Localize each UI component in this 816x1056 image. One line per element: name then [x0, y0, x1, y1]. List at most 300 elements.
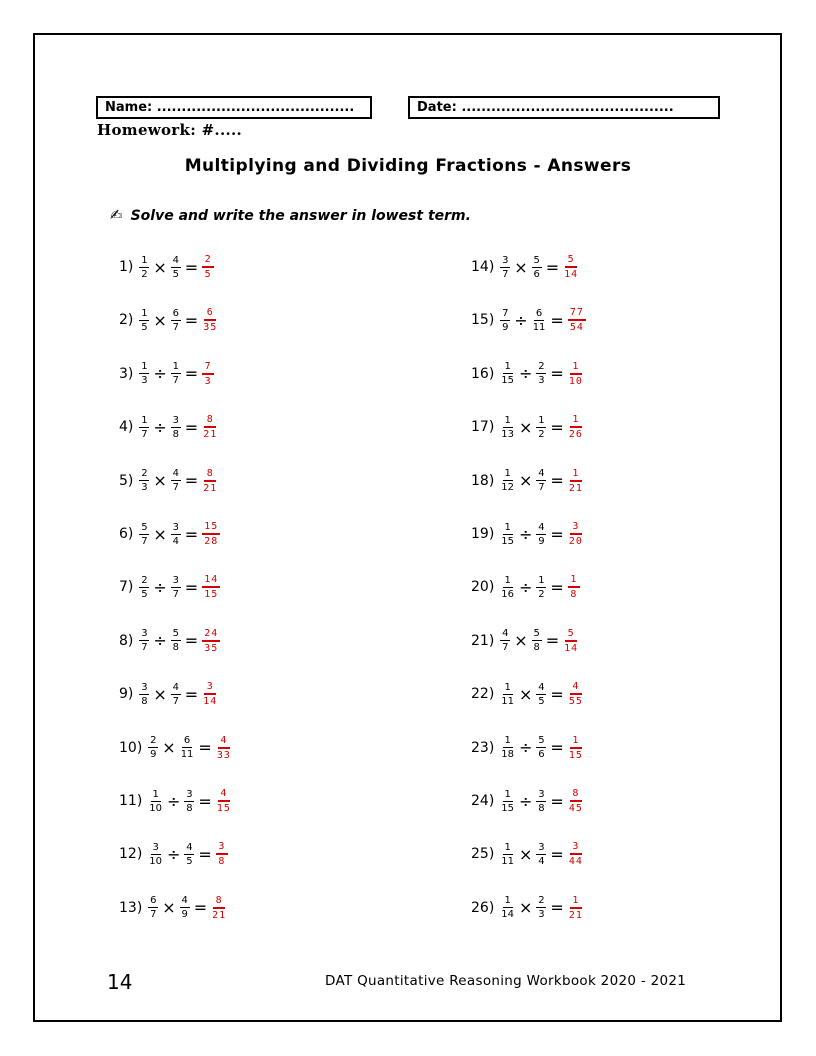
numerator: 3	[538, 841, 545, 853]
problem-number: 22)	[471, 686, 495, 703]
denominator: 7	[172, 321, 179, 333]
numerator: 3	[204, 681, 216, 695]
fraction	[536, 842, 546, 867]
equals-sign: =	[550, 844, 564, 864]
numerator: 3	[152, 841, 159, 853]
numerator: 1	[504, 361, 511, 373]
operator: ×	[153, 524, 167, 544]
problem-number: 10)	[119, 739, 143, 756]
denominator: 11	[180, 749, 194, 761]
fraction	[500, 789, 515, 814]
denominator: 6	[533, 268, 540, 280]
fraction	[536, 575, 546, 600]
numerator: 1	[570, 735, 582, 749]
operator: ÷	[519, 738, 533, 758]
denominator: 20	[568, 536, 583, 547]
numerator: 3	[186, 788, 193, 800]
answer-fraction	[211, 895, 227, 921]
answer-fraction	[563, 628, 579, 654]
denominator: 8	[538, 802, 545, 814]
answer-fraction	[568, 681, 584, 707]
numerator: 3	[172, 574, 179, 586]
denominator: 15	[204, 589, 219, 601]
fraction	[148, 842, 163, 867]
numerator: 8	[570, 788, 582, 802]
fraction	[139, 682, 149, 707]
operator: ×	[519, 417, 533, 437]
answer-fraction	[202, 681, 218, 707]
problem-item	[471, 624, 581, 658]
problem-number: 19)	[471, 526, 495, 542]
problem-number: 15)	[471, 312, 495, 329]
equals-sign: =	[184, 471, 199, 491]
fraction	[536, 789, 546, 814]
denominator: 3	[141, 375, 148, 387]
problem-number: 1)	[119, 259, 134, 275]
denominator: 7	[141, 642, 148, 654]
numerator: 3	[141, 681, 148, 693]
numerator: 1	[570, 414, 582, 428]
denominator: 10	[149, 855, 163, 867]
fraction	[500, 628, 510, 653]
fraction	[148, 735, 158, 760]
numerator: 14	[202, 574, 220, 588]
answer-fraction	[202, 307, 218, 333]
numerator: 1	[570, 895, 582, 909]
answer-fraction	[568, 307, 586, 333]
answer-fraction	[568, 574, 580, 600]
fraction	[184, 842, 194, 867]
problem-number: 7)	[119, 579, 134, 596]
fraction	[500, 468, 515, 493]
numerator: 4	[570, 681, 582, 695]
numerator: 1	[504, 735, 511, 747]
denominator: 7	[502, 268, 509, 280]
denominator: 9	[502, 321, 509, 333]
denominator: 2	[538, 588, 545, 600]
denominator: 11	[532, 321, 546, 333]
denominator: 2	[538, 428, 545, 440]
fraction	[500, 895, 515, 920]
fraction	[171, 415, 181, 440]
equals-sign: =	[550, 364, 564, 384]
numerator: 2	[538, 361, 545, 373]
operator: ×	[153, 684, 167, 704]
denominator: 28	[204, 536, 219, 547]
equals-sign: =	[550, 791, 564, 811]
numerator: 4	[172, 468, 179, 480]
denominator: 55	[568, 696, 583, 708]
numerator: 1	[504, 414, 511, 426]
problem-item	[119, 464, 220, 498]
equals-sign: =	[193, 898, 208, 918]
numerator: 4	[538, 681, 545, 693]
denominator: 21	[212, 909, 227, 921]
denominator: 6	[538, 749, 545, 761]
operator: ×	[519, 898, 533, 918]
problem-number: 2)	[119, 312, 134, 329]
fraction	[171, 255, 181, 280]
numerator: 4	[502, 628, 509, 640]
operator: ×	[519, 844, 533, 864]
numerator: 1	[152, 788, 159, 800]
problem-number: 20)	[471, 579, 495, 596]
equals-sign: =	[198, 791, 212, 811]
denominator: 15	[568, 749, 583, 761]
problem-number: 11)	[119, 793, 143, 809]
equals-sign: =	[184, 257, 199, 277]
operator: ÷	[167, 791, 181, 811]
fraction	[532, 308, 547, 333]
denominator: 7	[172, 588, 179, 600]
denominator: 7	[538, 482, 545, 494]
answer-fraction	[202, 361, 214, 387]
denominator: 26	[568, 429, 583, 441]
denominator: 4	[538, 855, 545, 867]
denominator: 7	[172, 695, 179, 707]
fraction	[148, 895, 158, 920]
problem-item	[471, 891, 586, 925]
equals-sign: =	[198, 738, 212, 758]
answer-fraction	[202, 468, 218, 494]
fraction	[536, 735, 546, 760]
numerator: 77	[568, 307, 586, 321]
answer-fraction	[202, 521, 220, 547]
denominator: 9	[181, 909, 188, 921]
numerator: 1	[568, 574, 580, 588]
numerator: 3	[216, 841, 228, 855]
problem-item	[471, 784, 586, 818]
fraction	[536, 415, 546, 440]
numerator: 7	[502, 307, 509, 319]
denominator: 7	[141, 535, 148, 547]
denominator: 14	[203, 696, 218, 708]
fraction	[139, 308, 149, 333]
equals-sign: =	[184, 684, 199, 704]
numerator: 1	[504, 468, 511, 480]
denominator: 21	[568, 482, 583, 494]
answer-fraction	[568, 735, 584, 761]
fraction	[536, 895, 546, 920]
denominator: 5	[141, 588, 148, 600]
fraction	[500, 575, 515, 600]
instruction	[110, 206, 471, 224]
fraction	[536, 468, 546, 493]
denominator: 12	[501, 482, 515, 494]
numerator: 3	[141, 628, 148, 640]
book-title: DAT Quantitative Reasoning Workbook 2020 - 2021	[325, 973, 687, 989]
numerator: 5	[565, 628, 577, 642]
problem-number: 8)	[119, 632, 134, 649]
operator: ×	[519, 471, 533, 491]
problem-item	[119, 837, 230, 871]
equals-sign: =	[545, 257, 560, 277]
denominator: 21	[203, 429, 218, 441]
problem-item	[119, 570, 222, 604]
denominator: 14	[501, 909, 515, 921]
operator: ÷	[519, 577, 533, 597]
denominator: 8	[570, 589, 578, 601]
denominator: 18	[501, 749, 515, 761]
operator: ×	[153, 471, 167, 491]
answer-fraction	[216, 788, 232, 814]
denominator: 7	[150, 909, 157, 921]
date-label: Date: ...........................................	[417, 100, 674, 115]
operator: ×	[514, 631, 528, 651]
denominator: 8	[186, 802, 193, 814]
numerator: 1	[538, 414, 545, 426]
equals-sign: =	[550, 524, 564, 544]
numerator: 3	[538, 788, 545, 800]
fraction	[139, 361, 149, 386]
problem-item	[119, 677, 220, 711]
numerator: 2	[150, 735, 157, 747]
problem-item	[471, 464, 586, 498]
fraction	[171, 522, 181, 547]
name-label: Name: ........................................	[105, 100, 355, 115]
answer-fraction	[202, 628, 220, 654]
numerator: 1	[141, 254, 148, 266]
fraction	[532, 628, 542, 653]
problem-item	[119, 891, 229, 925]
problem-number: 9)	[119, 686, 134, 703]
denominator: 8	[533, 642, 540, 654]
numerator: 1	[570, 361, 582, 375]
numerator: 5	[172, 628, 179, 640]
numerator: 1	[141, 361, 148, 373]
homework-label: Homework: #.....	[97, 121, 243, 139]
numerator: 5	[538, 735, 545, 747]
denominator: 8	[172, 642, 179, 654]
fraction	[536, 522, 546, 547]
denominator: 3	[538, 909, 545, 921]
equals-sign: =	[550, 471, 564, 491]
denominator: 10	[568, 375, 583, 387]
problem-number: 12)	[119, 846, 143, 863]
operator: ÷	[153, 364, 167, 384]
fraction	[139, 575, 149, 600]
denominator: 3	[204, 375, 212, 387]
equals-sign: =	[550, 577, 564, 597]
numerator: 2	[141, 468, 148, 480]
operator: ×	[162, 898, 176, 918]
problem-item	[119, 250, 216, 284]
fraction	[139, 628, 149, 653]
numerator: 8	[204, 468, 216, 482]
name-field[interactable]	[96, 96, 372, 119]
denominator: 3	[538, 375, 545, 387]
denominator: 9	[150, 749, 157, 761]
denominator: 9	[538, 535, 545, 547]
equals-sign: =	[198, 844, 212, 864]
fraction	[171, 682, 181, 707]
numerator: 8	[204, 414, 216, 428]
denominator: 7	[502, 642, 509, 654]
numerator: 6	[172, 307, 179, 319]
denominator: 5	[538, 695, 545, 707]
fraction	[180, 895, 190, 920]
numerator: 1	[141, 307, 148, 319]
numerator: 5	[565, 254, 577, 268]
fraction	[500, 735, 515, 760]
fraction	[139, 522, 149, 547]
numerator: 5	[533, 254, 540, 266]
answer-fraction	[568, 361, 584, 387]
numerator: 4	[181, 895, 188, 907]
denominator: 14	[564, 642, 579, 654]
fraction	[148, 789, 163, 814]
numerator: 1	[538, 574, 545, 586]
numerator: 1	[504, 521, 511, 533]
numerator: 5	[141, 521, 148, 533]
numerator: 1	[141, 414, 148, 426]
problem-number: 6)	[119, 526, 134, 542]
operator: ÷	[519, 364, 533, 384]
denominator: 44	[568, 856, 583, 868]
fraction	[532, 255, 542, 280]
equals-sign: =	[550, 684, 564, 704]
date-field[interactable]	[408, 96, 720, 119]
fraction	[139, 468, 149, 493]
fraction	[536, 682, 546, 707]
fraction	[500, 308, 510, 333]
denominator: 21	[203, 482, 218, 494]
answer-fraction	[568, 414, 584, 440]
equals-sign: =	[550, 738, 564, 758]
denominator: 54	[569, 322, 584, 334]
numerator: 4	[538, 521, 545, 533]
numerator: 1	[504, 788, 511, 800]
page-number: 14	[107, 970, 133, 994]
denominator: 3	[141, 482, 148, 494]
problem-number: 25)	[471, 846, 495, 863]
operator: ÷	[519, 791, 533, 811]
operator: ×	[519, 684, 533, 704]
problem-number: 23)	[471, 739, 495, 756]
denominator: 11	[501, 695, 515, 707]
problem-number: 14)	[471, 259, 495, 275]
denominator: 15	[501, 375, 515, 387]
problem-item	[471, 837, 586, 871]
fraction	[171, 628, 181, 653]
problem-item	[471, 517, 586, 551]
answer-fraction	[202, 414, 218, 440]
answer-fraction	[568, 521, 584, 547]
operator: ×	[514, 257, 528, 277]
equals-sign: =	[184, 417, 199, 437]
fraction	[184, 789, 194, 814]
problem-number: 24)	[471, 793, 495, 809]
equals-sign: =	[545, 631, 560, 651]
equals-sign: =	[550, 310, 564, 330]
numerator: 6	[150, 895, 157, 907]
problem-number: 18)	[471, 472, 495, 489]
numerator: 3	[172, 414, 179, 426]
page-title: Multiplying and Dividing Fractions - Answers	[184, 156, 632, 176]
operator: ÷	[153, 631, 167, 651]
denominator: 5	[141, 321, 148, 333]
fraction	[171, 468, 181, 493]
problem-item	[119, 410, 220, 444]
answer-fraction	[568, 841, 584, 867]
problem-item	[471, 250, 581, 284]
equals-sign: =	[184, 577, 199, 597]
denominator: 5	[172, 268, 179, 280]
numerator: 3	[172, 521, 179, 533]
numerator: 24	[202, 628, 220, 642]
denominator: 15	[501, 802, 515, 814]
fraction	[500, 415, 515, 440]
operator: ÷	[514, 310, 528, 330]
answer-fraction	[568, 468, 584, 494]
operator: ÷	[519, 524, 533, 544]
answer-fraction	[216, 841, 228, 867]
denominator: 7	[172, 482, 179, 494]
numerator: 4	[218, 735, 230, 749]
denominator: 5	[186, 855, 193, 867]
denominator: 14	[564, 269, 579, 280]
operator: ×	[153, 310, 167, 330]
denominator: 45	[568, 803, 583, 814]
denominator: 11	[501, 855, 515, 867]
numerator: 6	[204, 307, 216, 321]
instruction-text: Solve and write the answer in lowest term.	[130, 208, 471, 224]
answer-fraction	[216, 735, 232, 761]
answer-fraction	[202, 574, 220, 600]
denominator: 8	[172, 428, 179, 440]
problem-number: 13)	[119, 899, 143, 916]
problem-item	[119, 784, 234, 818]
operator: ÷	[153, 577, 167, 597]
numerator: 7	[202, 361, 214, 375]
equals-sign: =	[550, 898, 564, 918]
problem-number: 4)	[119, 419, 134, 436]
problem-item	[471, 410, 586, 444]
numerator: 6	[535, 307, 543, 319]
numerator: 8	[213, 895, 225, 909]
problem-number: 3)	[119, 365, 134, 382]
denominator: 15	[216, 803, 231, 814]
denominator: 4	[172, 535, 179, 547]
numerator: 3	[570, 521, 582, 535]
answer-fraction	[568, 788, 584, 814]
numerator: 6	[183, 735, 191, 747]
numerator: 1	[570, 468, 582, 482]
fraction	[139, 255, 149, 280]
denominator: 7	[172, 375, 179, 387]
answer-fraction	[568, 895, 584, 921]
problem-number: 16)	[471, 365, 495, 382]
equals-sign: =	[184, 524, 199, 544]
equals-sign: =	[184, 310, 199, 330]
problem-item	[119, 357, 216, 391]
equals-sign: =	[550, 417, 564, 437]
problem-number: 17)	[471, 419, 495, 436]
denominator: 13	[501, 428, 515, 440]
operator: ×	[153, 257, 167, 277]
fraction	[171, 361, 181, 386]
numerator: 1	[504, 841, 511, 853]
fraction	[500, 255, 510, 280]
answer-fraction	[202, 254, 214, 280]
denominator: 15	[501, 535, 515, 547]
denominator: 33	[216, 749, 231, 761]
denominator: 2	[141, 268, 148, 280]
fraction	[536, 361, 546, 386]
numerator: 2	[141, 574, 148, 586]
numerator: 5	[533, 628, 540, 640]
problem-item	[119, 517, 222, 551]
